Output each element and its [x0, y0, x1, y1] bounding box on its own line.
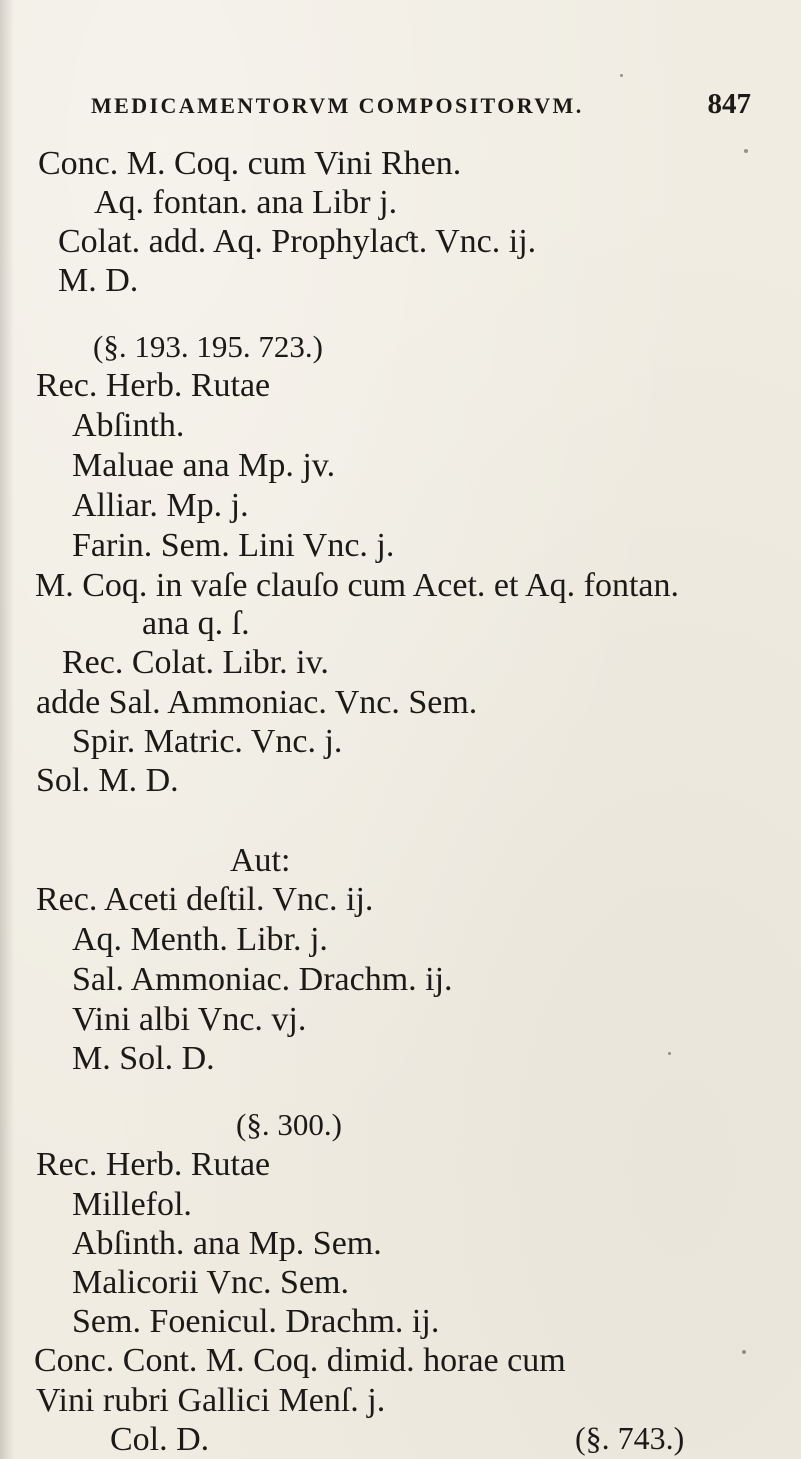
text-line: Rec. Herb. Rutae — [36, 1146, 271, 1183]
paper-speck — [668, 1052, 671, 1055]
text-line: Millefol. — [72, 1186, 192, 1223]
text-line: Sem. Foenicul. Drachm. ij. — [72, 1303, 440, 1340]
section-reference: (§. 300.) — [236, 1107, 342, 1142]
text-line: Conc. Cont. M. Coq. dimid. horae cum — [34, 1342, 566, 1379]
text-line: Abſinth. — [72, 407, 185, 444]
text-line: Malicorii Vnc. Sem. — [72, 1264, 349, 1301]
page-number: 847 — [707, 88, 751, 120]
text-line: M. Sol. D. — [72, 1040, 215, 1077]
page-header — [91, 88, 751, 128]
paper-speck — [620, 74, 623, 77]
text-line: Sal. Ammoniac. Drachm. ij. — [72, 961, 453, 998]
text-line: Conc. M. Coq. cum Vini Rhen. — [38, 145, 462, 182]
text-line: M. D. — [58, 262, 139, 299]
text-line: ana q. ſ. — [142, 605, 250, 642]
text-line: adde Sal. Ammoniac. Vnc. Sem. — [36, 684, 478, 721]
text-line: M. Coq. in vaſe clauſo cum Acet. et Aq. fontan. — [35, 567, 679, 604]
text-line: Spir. Matric. Vnc. j. — [72, 723, 343, 760]
paper-speck — [742, 1350, 746, 1354]
text-line: Sol. M. D. — [36, 762, 179, 799]
text-line: Col. D. — [110, 1421, 210, 1458]
text-line: Vini albi Vnc. vj. — [72, 1001, 307, 1038]
text-line: Rec. Aceti deſtil. Vnc. ij. — [36, 881, 374, 918]
running-head: MEDICAMENTORVM COMPOSITORVM. — [91, 93, 584, 118]
text-line: Colat. add. Aq. Prophylaƈt. Vnc. ij. — [58, 223, 537, 260]
text-line: Maluae ana Mp. jv. — [72, 447, 336, 484]
binding-gutter-shadow — [0, 0, 14, 1459]
text-line: Vini rubri Gallici Menſ. j. — [36, 1382, 386, 1419]
paper-speck — [744, 149, 748, 153]
text-line: Aq. fontan. ana Libr j. — [94, 184, 398, 221]
text-line: Farin. Sem. Lini Vnc. j. — [72, 527, 395, 564]
alternative-heading: Aut: — [230, 842, 291, 879]
catchword-reference: (§. 743.) — [575, 1420, 685, 1456]
text-line: Rec. Herb. Rutae — [36, 367, 271, 404]
text-line: Alliar. Mp. j. — [72, 487, 249, 524]
text-line: Abſinth. ana Mp. Sem. — [72, 1225, 382, 1262]
text-line: Aq. Menth. Libr. j. — [72, 921, 328, 958]
section-reference: (§. 193. 195. 723.) — [93, 329, 323, 364]
text-line: Rec. Colat. Libr. iv. — [62, 644, 329, 681]
